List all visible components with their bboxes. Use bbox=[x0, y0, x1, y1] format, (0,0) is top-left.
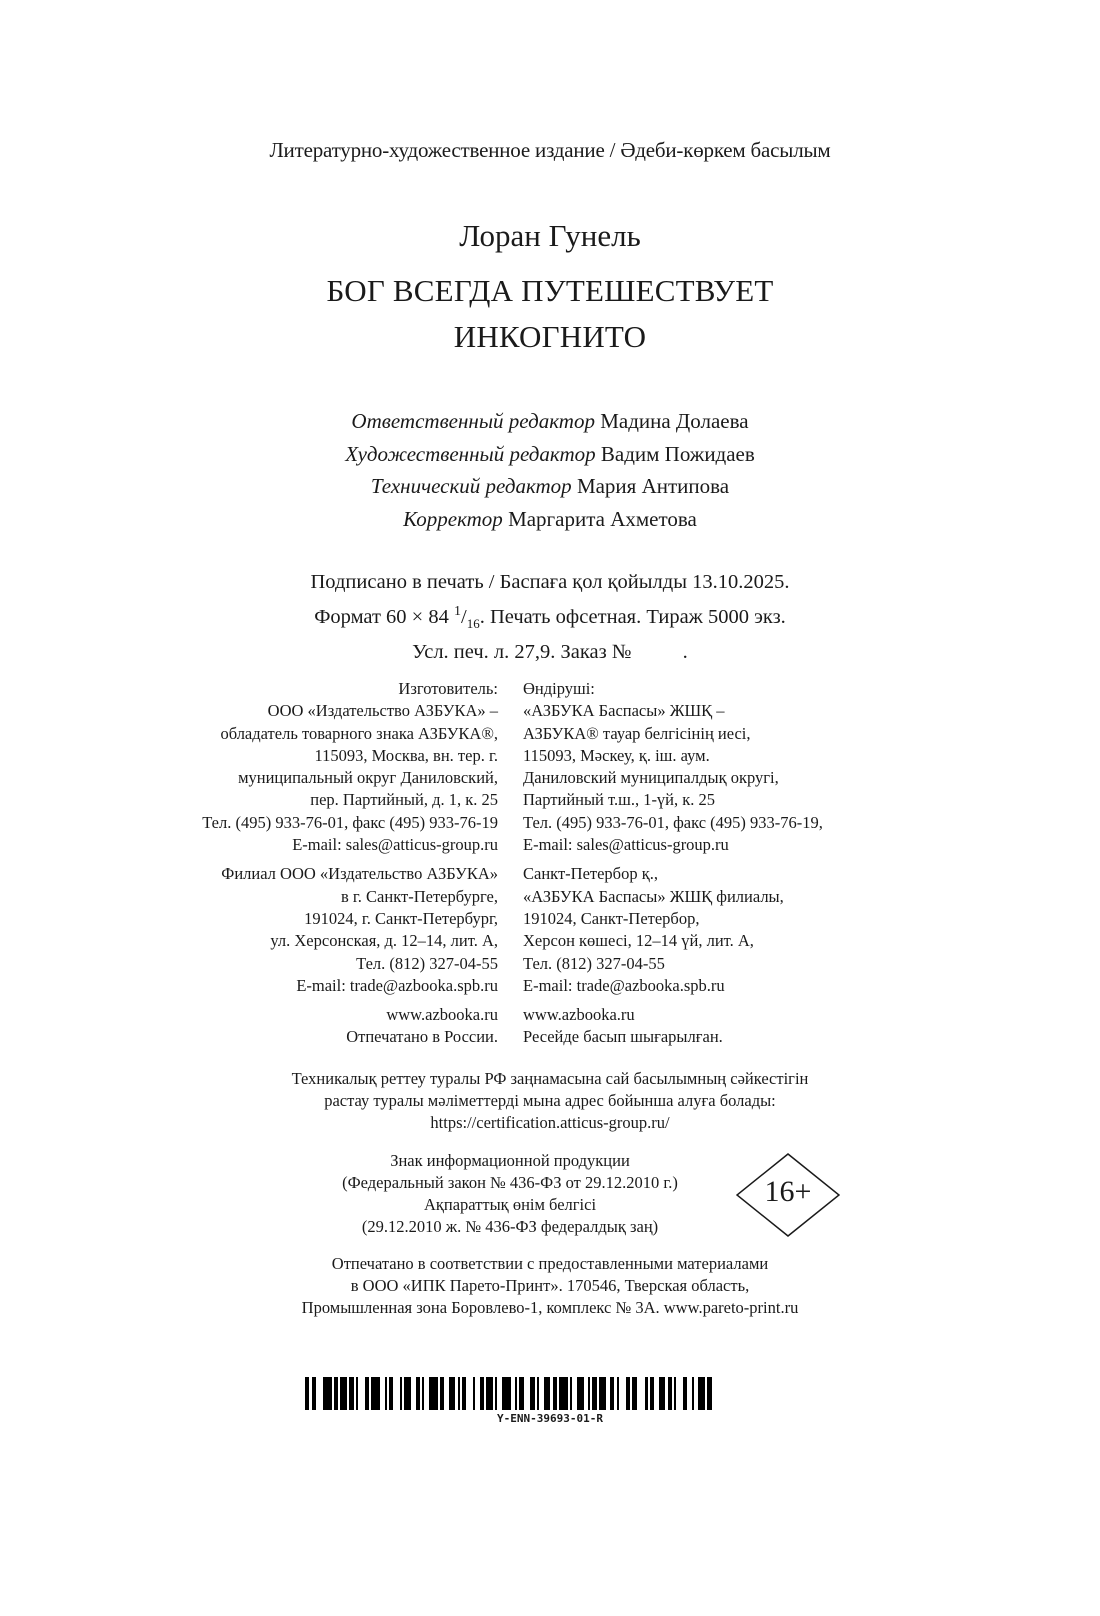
sheets-line: Усл. печ. л. 27,9. Заказ № . bbox=[412, 640, 688, 663]
branch-line: в г. Санкт-Петербурге, bbox=[340, 886, 498, 906]
manufacturer-line: Партийный т.ш., 1-үй, к. 25 bbox=[523, 790, 716, 810]
manufacturer-line: Өндіруші: bbox=[523, 679, 595, 698]
printed-country: Отпечатано в России. bbox=[346, 1027, 498, 1047]
certification-url: https://certification.atticus-group.ru/ bbox=[430, 1113, 670, 1132]
printer-line: Промышленная зона Боровлево-1, комплекс № 3А. www.pareto-print.ru bbox=[301, 1298, 799, 1317]
title-line: ИНКОГНИТО bbox=[453, 319, 647, 354]
manufacturer-line: Даниловский муниципалдық округі, bbox=[523, 768, 779, 788]
format-line bbox=[0, 597, 1100, 638]
branch-line: Филиал ООО «Издательство АЗБУКА» bbox=[221, 864, 498, 884]
branch-line: «АЗБУКА Баспасы» ЖШҚ филиалы, bbox=[523, 886, 784, 906]
manufacturer-line: 115093, Мәскеу, қ. іш. аум. bbox=[523, 745, 710, 765]
book-title bbox=[0, 268, 1100, 360]
branch-line: Тел. (812) 327-04-55 bbox=[356, 953, 498, 973]
format-suffix: . Печать офсетная. Тираж 5000 экз. bbox=[479, 605, 786, 628]
format-slash: / bbox=[461, 605, 467, 628]
credit-line bbox=[0, 405, 1100, 438]
manufacturer-line: ООО «Издательство АЗБУКА» – bbox=[267, 701, 498, 721]
manufacturer-line: пер. Партийный, д. 1, к. 25 bbox=[310, 790, 498, 810]
credit-role: Художественный редактор bbox=[345, 441, 596, 466]
credit-name: Вадим Пожидаев bbox=[600, 441, 755, 466]
branch-line: 191024, г. Санкт-Петербург, bbox=[304, 908, 498, 928]
format-prefix: Формат 60 × 84 bbox=[314, 605, 454, 628]
branch-email: E-mail: trade@azbooka.spb.ru bbox=[296, 975, 498, 995]
credit-role: Технический редактор bbox=[370, 474, 572, 498]
format-denominator: 16 bbox=[466, 615, 480, 631]
publisher-info-kz bbox=[523, 678, 943, 1049]
barcode-label: Y-ENN-39693-01-R bbox=[497, 1412, 603, 1425]
manufacturer-line: муниципальный округ Даниловский, bbox=[238, 768, 498, 788]
format-numerator: 1 bbox=[454, 604, 461, 619]
credit-name: Маргарита Ахметова bbox=[508, 506, 697, 531]
printer-line: Отпечатано в соответствии с предоставленными материалами bbox=[331, 1254, 769, 1273]
credit-role: Корректор bbox=[403, 506, 503, 531]
rating-line: (29.12.2010 ж. № 436-ФЗ федералдық заң) bbox=[361, 1217, 659, 1236]
age-rating-badge bbox=[736, 1153, 840, 1237]
manufacturer-line: «АЗБУКА Баспасы» ЖШҚ – bbox=[523, 701, 725, 721]
manufacturer-line: Тел. (495) 933-76-01, факс (495) 933-76-19 bbox=[202, 812, 498, 832]
credits bbox=[0, 405, 1100, 535]
certification-info bbox=[0, 1068, 1100, 1134]
manufacturer-line: Тел. (495) 933-76-01, факс (495) 933-76-19, bbox=[523, 812, 823, 832]
manufacturer-email: E-mail: sales@atticus-group.ru bbox=[292, 835, 498, 855]
manufacturer-line: обладатель товарного знака АЗБУКА®, bbox=[220, 723, 498, 743]
credit-line bbox=[0, 438, 1100, 471]
edition-type: Литературно-художественное издание / Әдеби-көркем басылым bbox=[269, 138, 831, 162]
branch-email: E-mail: trade@azbooka.spb.ru bbox=[523, 975, 725, 995]
certification-line: Техникалық реттеу туралы РФ заңнамасына сай басылымның сәйкестігін bbox=[291, 1069, 809, 1088]
rating-line: Знак информационной продукции bbox=[390, 1151, 630, 1170]
title-line: БОГ ВСЕГДА ПУТЕШЕСТВУЕТ bbox=[326, 273, 774, 308]
signed-date: Подписано в печать / Баспаға қол қойылды 13.10.2025. bbox=[310, 571, 790, 593]
branch-line: Херсон көшесі, 12–14 үй, лит. А, bbox=[523, 931, 754, 951]
publisher-info-ru bbox=[0, 678, 498, 1049]
certification-line: растау туралы мәліметтерді мына адрес бойынша алуға болады: bbox=[324, 1091, 776, 1110]
print-info bbox=[0, 568, 1100, 667]
manufacturer-line: 115093, Москва, вн. тер. г. bbox=[314, 745, 498, 765]
age-rating-text bbox=[260, 1150, 760, 1238]
barcode bbox=[305, 1377, 715, 1410]
branch-line: Санкт-Петербор қ., bbox=[523, 864, 658, 884]
printer-info bbox=[0, 1253, 1100, 1319]
rating-line: (Федеральный закон № 436-ФЗ от 29.12.2010 г.) bbox=[342, 1173, 678, 1192]
credit-line bbox=[0, 503, 1100, 536]
printer-line: в ООО «ИПК Парето-Принт». 170546, Тверская область, bbox=[350, 1276, 750, 1295]
credit-role: Ответственный редактор bbox=[351, 409, 595, 433]
manufacturer-line: АЗБУКА® тауар белгісінің иесі, bbox=[523, 723, 751, 743]
manufacturer-email: E-mail: sales@atticus-group.ru bbox=[523, 835, 729, 855]
credit-name: Мадина Долаева bbox=[600, 409, 749, 433]
website: www.azbooka.ru bbox=[386, 1005, 498, 1025]
credit-name: Мария Антипова bbox=[576, 474, 730, 498]
branch-line: Тел. (812) 327-04-55 bbox=[523, 953, 665, 973]
rating-line: Ақпараттық өнім белгісі bbox=[423, 1195, 597, 1214]
branch-line: ул. Херсонская, д. 12–14, лит. А, bbox=[270, 931, 498, 951]
website: www.azbooka.ru bbox=[523, 1005, 635, 1025]
author-name: Лоран Гунель bbox=[459, 218, 641, 253]
printed-country: Ресейде басып шығарылған. bbox=[523, 1027, 723, 1047]
credit-line bbox=[0, 470, 1100, 503]
age-rating-value: 16+ bbox=[764, 1175, 812, 1208]
manufacturer-line: Изготовитель: bbox=[398, 679, 498, 698]
branch-line: 191024, Санкт-Петербор, bbox=[523, 908, 700, 928]
